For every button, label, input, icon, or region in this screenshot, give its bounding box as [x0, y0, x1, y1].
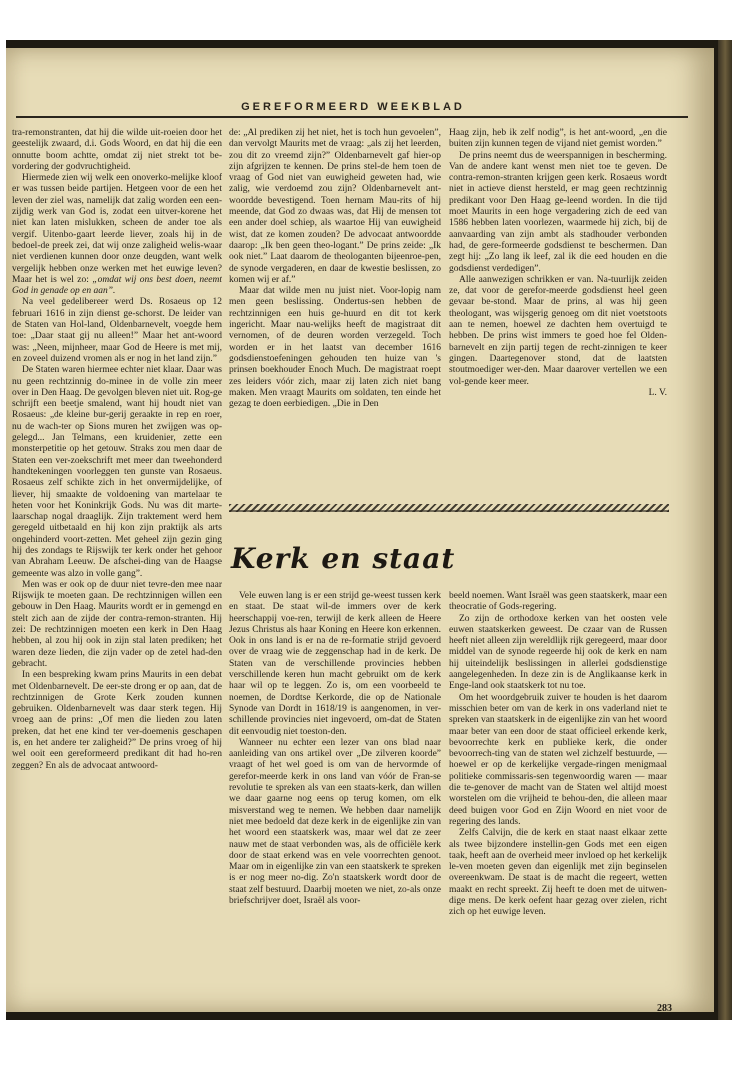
paragraph: Haag zijn, heb ik zelf nodig”, is het ant-woord, „en die buiten zijn kunnen tegen de vijand niet gemist worden.”: [449, 128, 667, 150]
paragraph: Maar dat wilde men nu juist niet. Voor-lopig nam men geen beslissing. Ondertus-sen hebben de rechtzinnigen een huis ge-huurd en dit tot kerk ingericht. Maar nau-welijks heeft de magistraat dit vernomen, of de deuren worden verzegeld. Toch worden er in het laatst van december 1616 godsdienstoefeningen gehouden ten huize van 's prinsen boekhouder Enoch Much. De magistraat roept zes leiders vóór zich, maar zij laten zich niet bang maken. Men vraagt Maurits om soldaten, ten einde het gezag te doen eerbiedigen. „Die in Den: [229, 286, 441, 410]
scanned-page-frame: [6, 40, 732, 1020]
column-3-bottom: [449, 591, 667, 1011]
page-number: 283: [657, 1003, 672, 1012]
paragraph: Vele euwen lang is er een strijd ge-weest tussen kerk en staat. De staat wil-de immers over de kerk heerschappij voe-ren, terwijl de kerk alleen de Heere Jezus Christus als haar Koning en Heere kon erkennen. Ook in ons land is er na de re-formatie strijd gevoerd over de vraag wie de zeggenschap had in de kerk. De Staten van de verschillende provincies hebben verschillende keren hun macht gebruikt om de kerk haar wil op te leggen. Zo is, om een voorbeeld te noemen, de Dordtse Kerkorde, die op de Nationale Synode van Dordt in 1618/19 is aangenomen, in ver-schillende provincies niet ingevoerd, om-dat de Staten dit eenvoudig niet toeston-den.: [229, 591, 441, 737]
column-3-top: [449, 128, 667, 496]
paragraph: Om het woordgebruik zuiver te houden is het daarom misschien beter om van de kerk in ons vaderland niet te spreken van staatskerk in de eigenlijke zin van het woord maar beter van een door de staat officieel erkende kerk, bevoorrechte kerk en publieke kerk, die onder bevoorrech-ting van de staten wel zichzelf bestuurde, — hoewel er op de kerkelijke vergade-ringen menigmaal politieke commissaris-sen tegenwoordig waren — maar die te-genover de macht van de Staten wel altijd moest worstelen om die vrijheid te behou-den, die alleen maar deed buigen voor God en Zijn Woord en niet voor de regering des lands.: [449, 692, 667, 827]
signature-line: [449, 388, 667, 399]
page-sheet: [6, 48, 714, 1012]
divider-underline: [229, 510, 669, 512]
paragraph: tra-remonstranten, dat hij die wilde uit-roeien door het geestelijk zwaard, d.i. Gods Woord, en dat hij die een onnutte boom achtte, omdat zij niet strekt tot be-vordering der godvruchtigheid.: [12, 128, 222, 172]
paragraph: In een bespreking kwam prins Maurits in een debat met Oldenbarnevelt. De eer-ste drong er op aan, dat de rechtzinnigen de Grote Kerk zouden kunnen gebruiken. Oldenbarnevelt was daar sterk tegen. Hij vroeg aan de prins: „Of men die lieden zou laten preken, dat het ene kind ter ver-doemenis geschapen is, en het andere ter zaligheid?” De prins vroeg of hij wel ooit een gereformeerd predikant dit had ho-ren zeggen? En als de advocaat antwoord-: [12, 670, 222, 771]
paragraph: De prins neemt dus de weerspannigen in bescherming. Van de andere kant wenst men niet toe te geven. De contra-remon-stranten krijgen geen kerk. Rosaeus wordt niet in actieve dienst hersteld, er mag geen rechtzinnig predikant voor Den Haag ge-leend worden. In die tijd moet Maurits in een hoge vergadering zich de eed van 1586 hebben laten voorlezen, waarmede hij zich, bij de aanvaarding van zijn ambt als stadhouder verbonden had, de gere-formeerde godsdienst te beschermen. Dan zegt hij: „Zo lang ik leef, zal ik die eed houden en die godsdienst verdedigen”.: [449, 150, 667, 274]
paragraph: Hiermede zien wij welk een onoverko-melijke kloof er was tussen beide partijen. Hetgeen voor de een het leven der ziel was, namelijk dat zalig worden een een-zijdig werk van God is, zodat een uitver-korene het niet kan laten mislukken, scheen de ander toe als vergif. Uitenbo-gaart leerde liever, zoals hij in de bedoel-de preek zei, dat wij onze zaligheid welis-waar niet verdienen kunnen door onze deugden, want welk vergelijk hebben onze werken met het euwige leven? Maar het is wel zo: „omdat wij ons best doen, neemt God in genade op en aan”.: [12, 173, 222, 297]
author-signature: L. V.: [648, 387, 667, 398]
column-2-bottom: [229, 591, 441, 1012]
paragraph: de: „Al prediken zij het niet, het is toch hun gevoelen”, dan vervolgt Maurits met de vraag: „als zij het leerden, zou dit zo vreemd zijn?” Oldenbarnevelt gaf hier-op zijn afgrijzen te kennen. De prins stel-de hem toen de vraag of God niet van euwigheid geweten had, wie zalig, wie verdoemd zou zijn? Oldenbarnevelt ant-woordde bevestigend. Toen hernam Mau-rits of hij meende, dat God zo dwaas was, dat Hij de mensen tot een ander doel schiep, als waartoe Hij van euwigheid wist, dat ze komen zouden? De advocaat antwoordde daarop: „Ik ben geen theo-logant.” De prins zeide: „Ik ook niet.” Laat daarom de theologanten bijeenroe-pen, de synode vergaderen, en daar de kwestie beslissen, zo komen wij er af.”: [229, 128, 441, 285]
italic-quote: „omdat wij ons best doen, neemt God in genade op en aan”.: [12, 274, 222, 297]
running-header: GEREFORMEERD WEEKBLAD: [241, 101, 465, 113]
column-2-top: [229, 128, 441, 496]
paragraph: Alle aanwezigen schrikken er van. Na-tuurlijk zeiden ze, dat voor de gerefor-meerde godsdienst heel geen gevaar be-stond. Maar de prins, al was hij geen theologant, was wijsgerig genoeg om dit niet voetstoots aan te nemen, hoewel ze dachten hem overtuigd te hebben. De prins wist immers te goed hoe fel Olden-barnevelt en zijn partij tegen de recht-zinnigen te keer gingen. Daartegenover stond, dat de laatsten stoutmoediger wer-den. Maar daarover vertellen we een vol-gende keer meer.: [449, 274, 667, 387]
section-title: Kerk en staat: [231, 542, 456, 575]
book-spine-edge: [718, 40, 732, 1020]
paragraph: Men was er ook op de duur niet tevre-den mee naar Rijswijk te moeten gaan. De rechtzinnigen willen een gebouw in Den Haag. Maurits wordt er in gemengd en stelt zich aan de zijde der contra-remon-stranten. Hij zei: De rechtzinnigen moeten een kerk in Den Haag hebben, al zou hij ook in zijn stal laten prediken; het waren deze lieden, die zijn vader op de zetel had-den gebracht.: [12, 579, 222, 669]
column-1: [12, 128, 222, 1012]
paragraph: Zelfs Calvijn, die de kerk en staat naast elkaar zette als twee bijzondere instellin-gen Gods met een eigen taak, heeft aan de overheid meer invloed op het kerkelijk le-ven moeten geven dan eigenlijk met zijn beginselen overeenkwam. De staat is de macht die regeert, wetten maakt en recht spreekt. Zij heeft te doen met de uitwen-dige mens. De kerk oefent haar gezag over zielen, richt zich op het euwige leven.: [449, 828, 667, 918]
paragraph: Zo zijn de orthodoxe kerken van het oosten vele euwen staatskerken geweest. De czaar van de Russen heeft niet alleen zijn wereldlijk rijk geregeerd, maar door middel van de synode regeerde hij ook de kerk en nam hij uiteindelijk beslissingen in allerlei godsdienstige aangelegenheden. In deze zin is de Anglikaanse kerk in Enge-land ook staatskerk tot nu toe.: [449, 613, 667, 692]
paragraph: beeld noemen. Want Israël was geen staatskerk, maar een theocratie of Gods-regering.: [449, 591, 667, 613]
header-rule: [16, 116, 688, 118]
paragraph: Na veel gedelibereer werd Ds. Rosaeus op 12 februari 1616 in zijn dienst ge-schorst. De leider van de Staten van Hol-land, Oldenbarnevelt, voegde hem toe: „Daar staat gij nu alleen!” Maar het ant-woord was: „Neen, mijnheer, maar God de Heere is met mij, en zoveel duizend vromen als er nog in het land zijn.”: [12, 297, 222, 364]
paragraph: De Staten waren hiermee echter niet klaar. Daar was nu geen rechtzinnig do-minee in de volle zin meer over in Den Haag. De gevolgen bleven niet uit. Rog-ge schrijft een beetje smalend, want hij houdt niet van Rosaeus: „de kleine bur-gerij geraakte in rep en roer, nu de wach-ter op Sions muren het zwijgen was op-gelegd... Jan Telmans, een kruidenier, zette een monsterpetitie op het getouw. Straks zou men daar de Staten een ver-zoekschrift met meer dan tweehonderd handtekeningen voorleggen ten gunste van Rosaeus. Rosaeus zelf schikte zich in het onvermijdelijke, of liever, hij smaakte de voldoening van martelaar te heten voor het Koninkrijk Gods. Nu was dit marte-laarschap nogal draaglijk. Zijn traktement werd hem geregeld uitbetaald en hij kon zijn praktijk als arts ongehinderd voort-zetten. Met geheel zijn gezin ging hij des zondags te Rijswijk ter kerk onder het gehoor van Abraham Leeuw. De afschei-ding van de Haagse gemeente was alzo in volle gang”.: [12, 365, 222, 579]
paragraph: Wanneer nu echter een lezer van ons blad naar aanleiding van ons artikel over „De zilveren koorde” vraagt of het wel goed is om van de hervormde of gerefor-meerde kerk in ons land van vóór de Fran-se revolutie te spreken als van een staats-kerk, dan willen we daar gaarne nog eens op terug komen, om elk misverstand weg te nemen. We hebben daar namelijk niet mee bedoeld dat deze kerk in de eigenlijke zin van het woord een staatskerk was, maar wel dat ze zeer nauw met de staat verbonden was, als de officiële kerk door de staat erkend was en vele voorrechten genoot. Maar om in eigenlijke zin van een staatskerk te spreken is er nog meer no-dig. Zo'n staatskerk wordt door de staat zelf bestuurd. Daarbij moeten we niet, zo-als onze briefschrijver doet, Israël als voor-: [229, 737, 441, 907]
